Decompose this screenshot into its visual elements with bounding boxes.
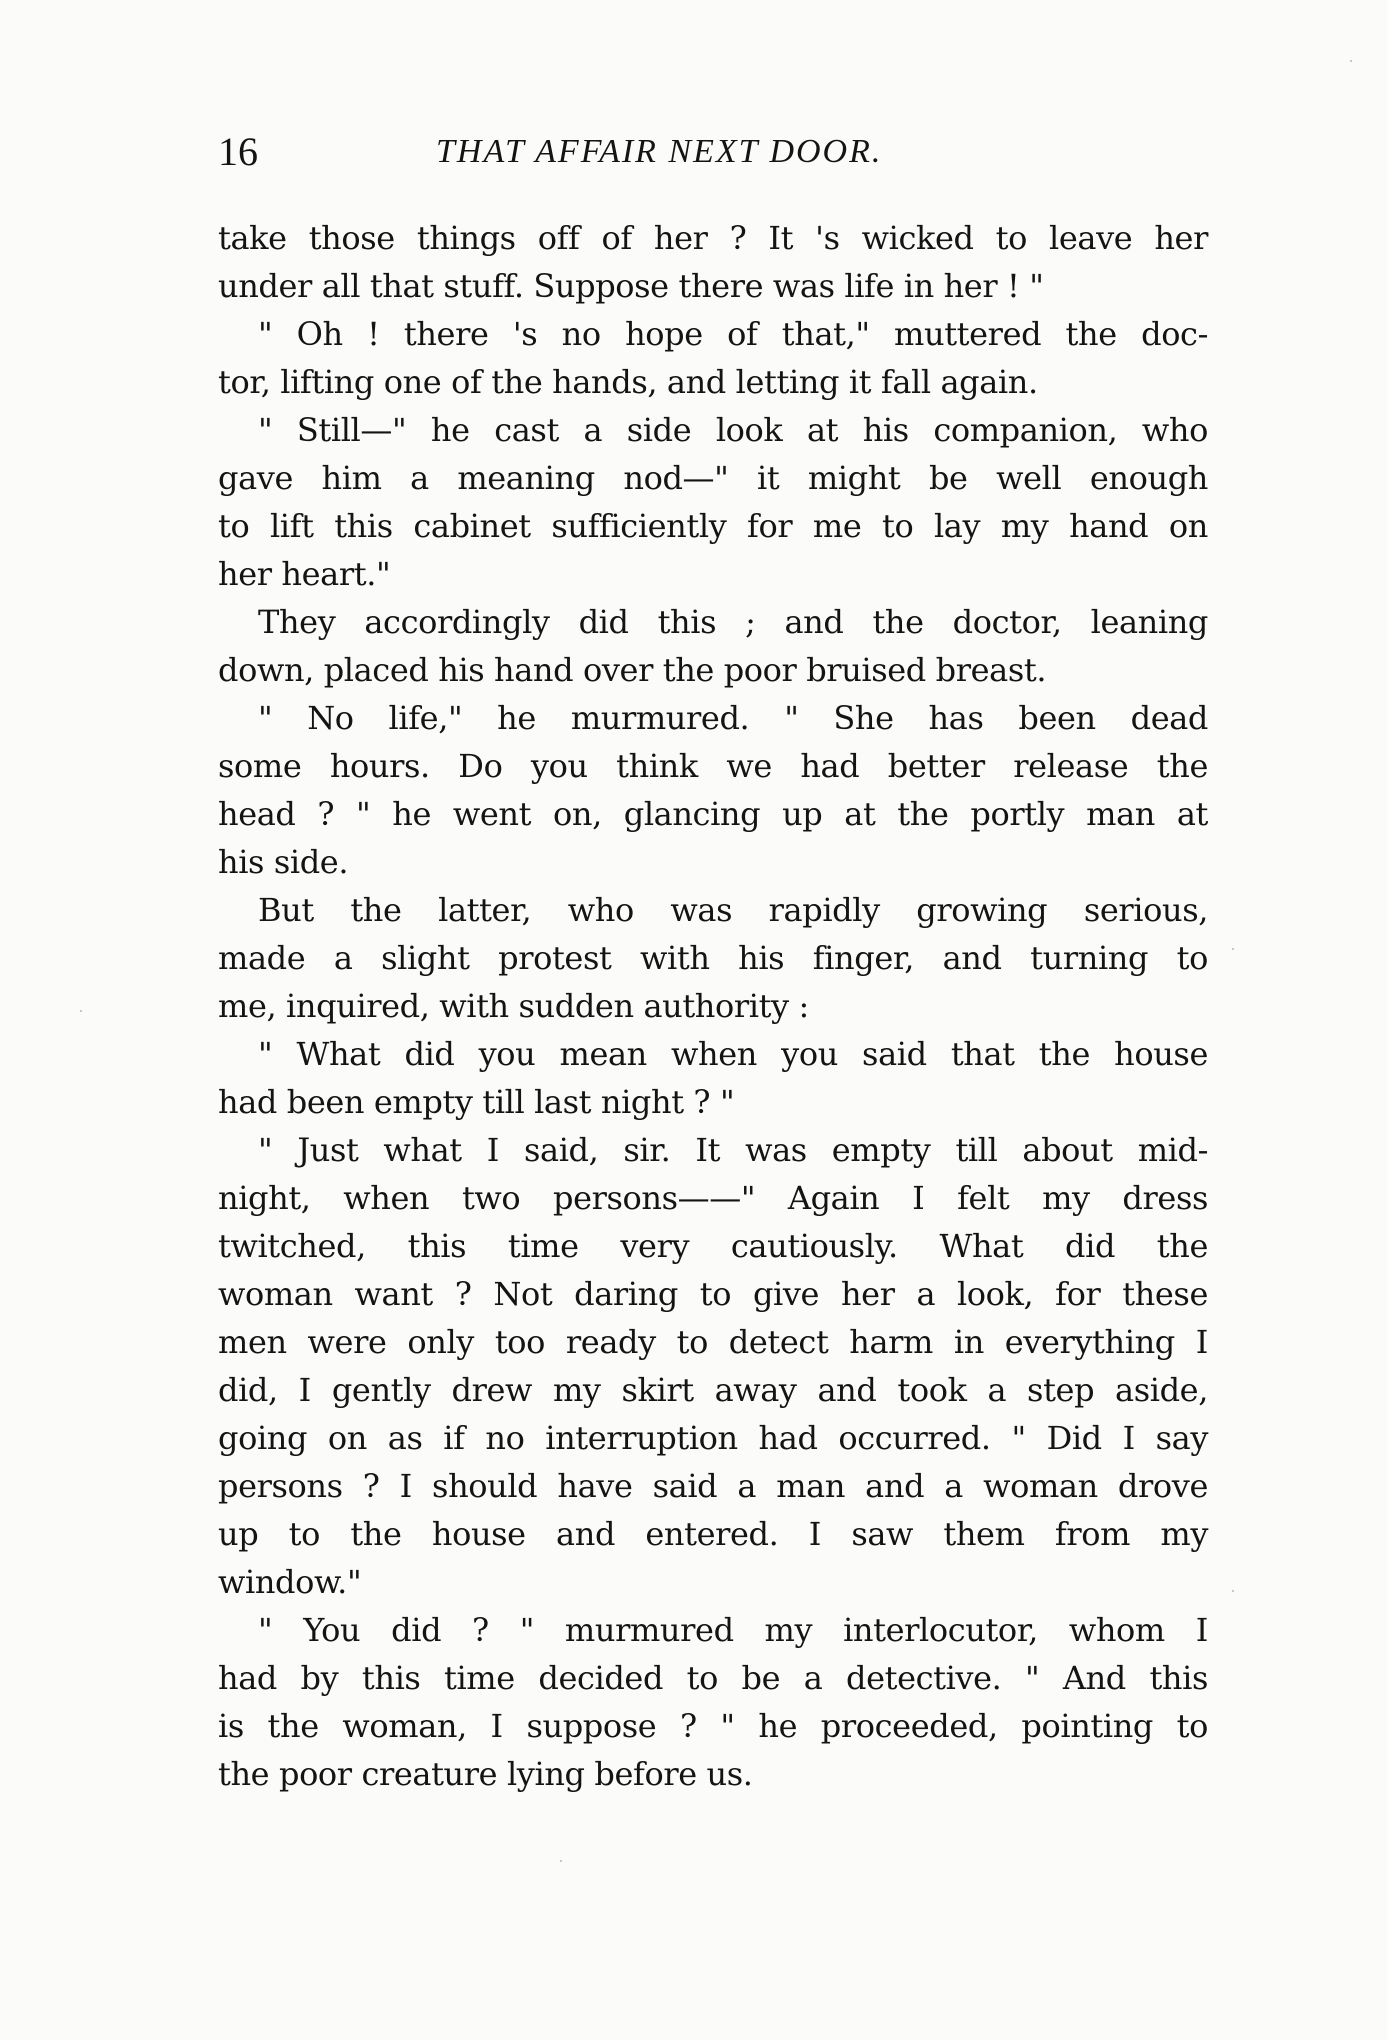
text-line: up to the house and entered. I saw them from my (218, 1515, 1208, 1553)
text-line: some hours. Do you think we had better release the (218, 747, 1208, 785)
text-line: " Just what I said, sir. It was empty till about mid- (258, 1131, 1208, 1169)
text-line: woman want ? Not daring to give her a look, for these (218, 1275, 1208, 1313)
text-line: But the latter, who was rapidly growing serious, (258, 891, 1208, 929)
text-line: me, inquired, with sudden authority : (218, 987, 809, 1025)
text-line: head ? " he went on, glancing up at the portly man at (218, 795, 1208, 833)
text-line: his side. (218, 843, 349, 881)
text-line: night, when two persons——" Again I felt my dress (218, 1179, 1208, 1217)
text-line: had been empty till last night ? " (218, 1083, 735, 1121)
text-line: men were only too ready to detect harm in everything I (218, 1323, 1208, 1361)
text-line: made a slight protest with his finger, and turning to (218, 939, 1208, 977)
text-line: is the woman, I suppose ? " he proceeded, pointing to (218, 1707, 1208, 1745)
text-line: had by this time decided to be a detective. " And this (218, 1659, 1208, 1697)
text-line: " What did you mean when you said that the house (258, 1035, 1208, 1073)
running-title: THAT AFFAIR NEXT DOOR. (436, 133, 883, 170)
paper-speck (80, 1010, 82, 1012)
text-line: to lift this cabinet sufficiently for me to lay my hand on (218, 507, 1208, 545)
text-line: persons ? I should have said a man and a woman drove (218, 1467, 1208, 1505)
paper-speck (1232, 948, 1234, 950)
body-text (218, 214, 1208, 1798)
text-line: " No life," he murmured. " She has been dead (258, 699, 1208, 737)
paper-speck (1232, 1590, 1234, 1592)
text-line: " You did ? " murmured my interlocutor, whom I (258, 1611, 1208, 1649)
text-line: take those things off of her ? It 's wicked to leave her (218, 219, 1208, 257)
text-line: her heart." (218, 555, 391, 593)
running-head (218, 128, 1208, 176)
text-line: gave him a meaning nod—" it might be well enough (218, 459, 1208, 497)
text-line: They accordingly did this ; and the doctor, leaning (258, 603, 1208, 641)
text-line: twitched, this time very cautiously. What did the (218, 1227, 1208, 1265)
text-line: going on as if no interruption had occurred. " Did I say (218, 1419, 1208, 1457)
text-line: did, I gently drew my skirt away and took a step aside, (218, 1371, 1208, 1409)
text-line: down, placed his hand over the poor bruised breast. (218, 651, 1047, 689)
paper-speck (1350, 60, 1352, 62)
text-line: window." (218, 1563, 362, 1601)
text-line: under all that stuff. Suppose there was life in her ! " (218, 267, 1044, 305)
page-number: 16 (218, 129, 258, 174)
paper-speck (560, 1860, 562, 1862)
text-line: tor, lifting one of the hands, and letting it fall again. (218, 363, 1038, 401)
text-line: the poor creature lying before us. (218, 1755, 753, 1793)
text-line: " Still—" he cast a side look at his companion, who (258, 411, 1208, 449)
text-line: " Oh ! there 's no hope of that," muttered the doc- (258, 315, 1208, 353)
